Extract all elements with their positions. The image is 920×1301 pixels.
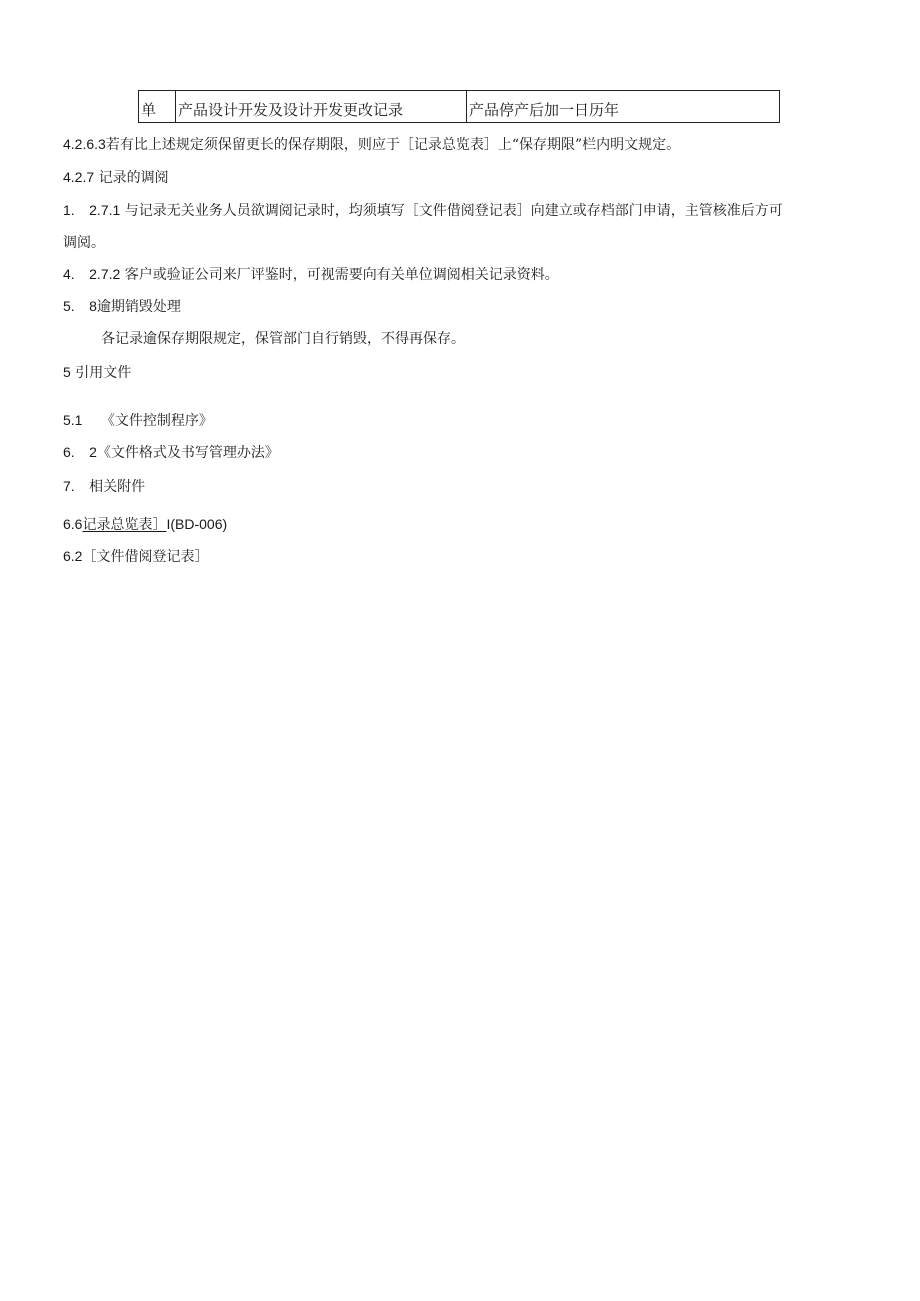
reference-title: 《文件控制程序》	[100, 413, 213, 429]
paragraph-text: 与记录无关业务人员欲调阅记录时，均须填写［文件借阅登记表］向建立或存档部门申请，主管核准后方可	[124, 203, 783, 219]
paragraph-text: 若有比上述规定须保留更长的保存期限，则应于［记录总览表］上“保存期限”栏内明文规定。	[105, 137, 681, 153]
section-number: 6.6	[63, 516, 83, 532]
attachment-title: ［文件借阅登记表］	[82, 549, 209, 565]
table-cell-retention: 产品停产后加一日历年	[466, 91, 779, 122]
reference-item-1	[63, 410, 213, 430]
list-number: 7.	[63, 478, 75, 494]
table-cell-record-name: 产品设计开发及设计开发更改记录	[175, 91, 466, 122]
attachment-code: I(BD-006)	[166, 516, 228, 532]
section-number: 5	[63, 364, 71, 380]
list-number: 5.	[63, 298, 75, 314]
section-number: 8	[89, 298, 97, 314]
heading-text: 逾期销毁处理	[96, 299, 181, 315]
heading-references	[63, 362, 131, 382]
section-number: 4.2.6.3	[63, 136, 106, 152]
paragraph-271-continued: 调阅。	[63, 235, 105, 251]
heading-overdue-destroy	[63, 296, 181, 316]
table-cell-type: 单	[141, 101, 157, 119]
record-table-row	[138, 90, 780, 123]
heading-attachments	[63, 476, 145, 496]
section-number: 2.7.2	[89, 266, 121, 282]
attachment-title: 记录总览表］	[82, 517, 167, 533]
section-number: 2.7.1	[89, 202, 121, 218]
attachment-item-1	[63, 514, 227, 534]
heading-text: 记录的调阅	[98, 170, 169, 186]
section-number: 4.2.7	[63, 169, 95, 185]
section-number: 5.1	[63, 412, 83, 428]
section-number: 2	[89, 444, 97, 460]
list-number: 6.	[63, 444, 75, 460]
paragraph-4263	[63, 134, 680, 154]
attachment-item-2	[63, 546, 208, 566]
list-number: 4.	[63, 266, 75, 282]
reference-item-2	[63, 442, 279, 462]
heading-text: 相关附件	[89, 479, 146, 495]
heading-text: 引用文件	[75, 365, 132, 381]
paragraph-overdue-destroy: 各记录逾保存期限规定，保管部门自行销毁，不得再保存。	[101, 331, 465, 347]
section-number: 6.2	[63, 548, 83, 564]
paragraph-271	[63, 200, 783, 220]
paragraph-272	[63, 264, 559, 284]
heading-427	[63, 167, 169, 187]
list-number: 1.	[63, 202, 75, 218]
paragraph-text: 客户或验证公司来厂评鉴时，可视需要向有关单位调阅相关记录资料。	[124, 267, 559, 283]
reference-title: 《文件格式及书写管理办法》	[96, 445, 279, 461]
